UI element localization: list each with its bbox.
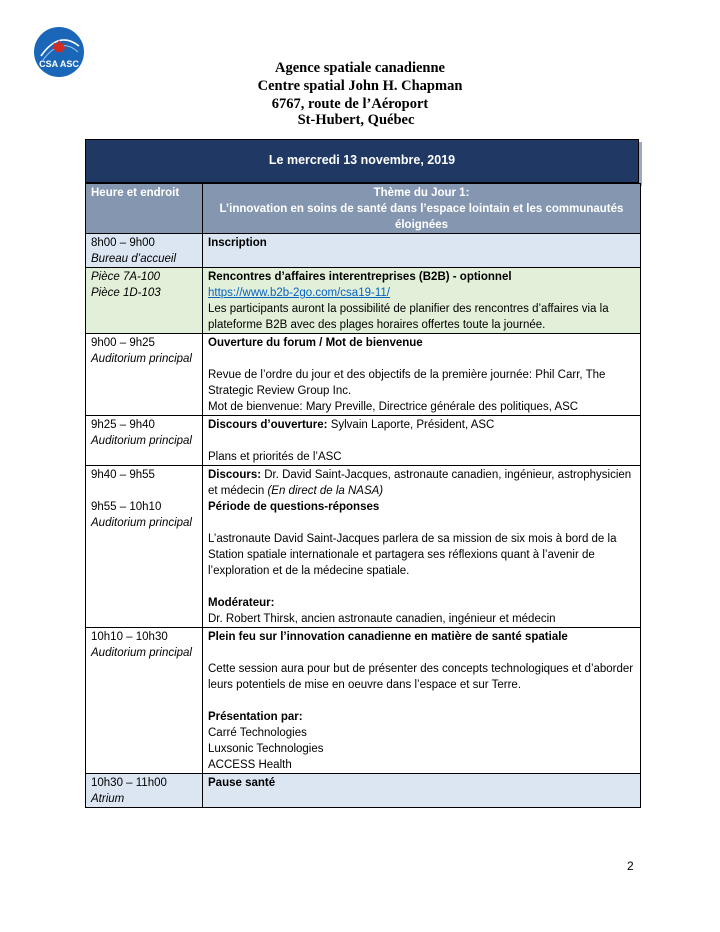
- time-place-cell: [86, 268, 203, 334]
- session-title: Ouverture du forum / Mot de bienvenue: [208, 337, 423, 349]
- place: Auditorium principal: [91, 647, 192, 659]
- table-row: [86, 628, 641, 774]
- place: Auditorium principal: [91, 353, 192, 365]
- table-row: [86, 466, 641, 628]
- time-place-cell: [86, 334, 203, 416]
- table-row: [86, 416, 641, 466]
- session-title-label: Discours d’ouverture:: [208, 419, 328, 431]
- table-row: [86, 234, 641, 268]
- session-title-label: Discours:: [208, 469, 262, 481]
- session-description: Les participants auront la possibilité de planifier des rencontres d’affaires via la plateforme B2B avec des plages horaires offertes toute la journée.: [208, 303, 609, 331]
- session-cell: [203, 268, 641, 334]
- time-place-cell: [86, 416, 203, 466]
- time-place-cell: [86, 628, 203, 774]
- table-row: [86, 774, 641, 808]
- session-cell: [203, 416, 641, 466]
- time: 9h55 – 10h10: [91, 501, 162, 513]
- time: 10h30 – 11h00: [91, 777, 167, 789]
- session-description: Plans et priorités de l’ASC: [208, 451, 342, 463]
- session-title: Rencontres d’affaires interentreprises (B2B) - optionnel: [208, 271, 512, 283]
- time: 9h00 – 9h25: [91, 337, 155, 349]
- session-title: Plein feu sur l’innovation canadienne en matière de santé spatiale: [208, 631, 568, 643]
- moderator-label: Modérateur:: [208, 597, 275, 609]
- place: Bureau d’accueil: [91, 253, 177, 265]
- session-cell: [203, 774, 641, 808]
- place: Atrium: [91, 793, 125, 805]
- place: Auditorium principal: [91, 435, 192, 447]
- time: 9h25 – 9h40: [91, 419, 155, 431]
- session-speaker: Sylvain Laporte, Président, ASC: [327, 419, 495, 431]
- session-description: L’astronaute David Saint-Jacques parlera de sa mission de six mois à bord de la Station spatiale internationale et partagera ses réflexions quant à l’avenir de l’exploration et de la médecine spatiale.: [208, 533, 617, 577]
- schedule-table: [85, 183, 641, 808]
- time-place-cell: [86, 234, 203, 268]
- place: Pièce 1D-103: [91, 287, 161, 299]
- header-line-city: St-Hubert, Québec: [297, 112, 415, 128]
- page-number: 2: [627, 859, 634, 873]
- moderator-name: Dr. Robert Thirsk, ancien astronaute canadien, ingénieur et médecin: [208, 613, 556, 625]
- session-cell: [203, 234, 641, 268]
- session-description: Cette session aura pour but de présenter des concepts technologiques et d’aborder leurs potentiels de mise en oeuvre dans l’espace et sur Terre.: [208, 663, 634, 691]
- table-row: [86, 268, 641, 334]
- time-place-cell: [86, 466, 203, 628]
- presenter: ACCESS Health: [208, 759, 292, 771]
- header-line-address: 6767, route de l’Aéroport: [271, 96, 429, 112]
- date-banner: [85, 139, 639, 183]
- header-line-centre: Centre spatial John H. Chapman: [257, 78, 463, 94]
- presented-by-label: Présentation par:: [208, 711, 303, 723]
- table-header-row: [86, 184, 641, 234]
- time: 8h00 – 9h00: [91, 237, 155, 249]
- b2b-link[interactable]: https://www.b2b-2go.com/csa19-11/: [208, 287, 390, 299]
- place: Auditorium principal: [91, 517, 192, 529]
- time: 10h10 – 10h30: [91, 631, 168, 643]
- table-row: [86, 334, 641, 416]
- presenter: Carré Technologies: [208, 727, 307, 739]
- date-banner-text: Le mercredi 13 novembre, 2019: [268, 153, 456, 167]
- presenter: Luxsonic Technologies: [208, 743, 324, 755]
- place: Pièce 7A-100: [91, 271, 161, 283]
- session-title: Inscription: [208, 237, 267, 249]
- session-speaker: Dr. David Saint-Jacques, astronaute canadien, ingénieur, astrophysicien et médecin: [208, 469, 632, 497]
- time: 9h40 – 9h55: [91, 469, 155, 481]
- time-place-cell: [86, 774, 203, 808]
- session-cell: [203, 628, 641, 774]
- header-theme-title: Thème du Jour 1:: [373, 187, 470, 199]
- header-theme: [203, 184, 641, 234]
- live-note: (En direct de la NASA): [267, 485, 384, 497]
- logo-text: CSA ASC: [39, 59, 79, 69]
- qa-title: Période de questions-réponses: [208, 501, 380, 513]
- session-cell: [203, 466, 641, 628]
- welcome-note: Mot de bienvenue: Mary Preville, Directrice générale des politiques, ASC: [208, 401, 579, 413]
- header-time-place: Heure et endroit: [86, 184, 203, 234]
- header-theme-subtitle: L’innovation en soins de santé dans l’espace lointain et les communautés éloignées: [219, 203, 624, 231]
- session-cell: [203, 334, 641, 416]
- session-description: Revue de l’ordre du jour et des objectifs de la première journée: Phil Carr, The Strategic Review Group Inc.: [208, 369, 606, 397]
- session-title: Pause santé: [208, 777, 276, 789]
- header-line-agency: Agence spatiale canadienne: [275, 60, 445, 76]
